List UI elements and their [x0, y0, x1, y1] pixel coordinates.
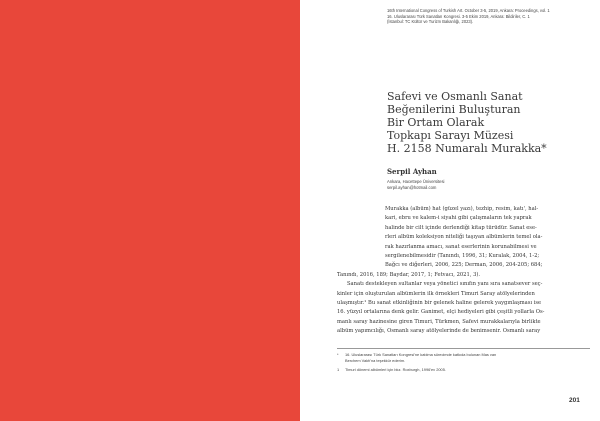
footnote-divider — [337, 348, 590, 349]
footnote-item — [337, 367, 590, 373]
header-line-1: 16th International Congress of Turkish Art. October 3-5, 2019, Ankara: Proceedings, vol. 1 — [387, 8, 550, 13]
paragraph-2 — [337, 280, 590, 336]
body-line: sergilenebilmesidir (Tanındı, 1996, 31; Kuralak, 2004, 1-2; — [385, 252, 540, 259]
body-line: Tanındı, 2016, 189; Baydar, 2017, 1; Fetvacı, 2021, 3). — [337, 271, 481, 278]
title-line-5: H. 2158 Numaralı Murakka* — [387, 142, 547, 155]
page-number: 201 — [569, 397, 580, 404]
body-line: kari, ebru ve kalem-i siyahi gibi çalışmaların tek yaprak — [385, 215, 532, 222]
author-affiliation-block — [387, 179, 445, 191]
title-line-3: Bir Ortam Olarak — [387, 116, 485, 129]
body-line: kinler için oluşturulan albümlerin ilk örnekleri Timuri Saray atölyelerinden — [337, 290, 535, 297]
body-line: rak hazırlanma amacı, sanat eserlerinin korunabilmesi ve — [385, 243, 537, 250]
body-line: 16. yüzyıl ortalarına denk gelir. Ganimet, elçi hediyeleri gibi çeşitli yollarla Os- — [337, 309, 545, 316]
footnote-marker: 1 — [337, 366, 340, 372]
footnote-line: 16. Uluslararası Türk Sanatları Kongresi'ne katılma sürecimde katkıda bulunan Mas van — [345, 352, 497, 357]
title-line-4: Topkapı Sarayı Müzesi — [387, 129, 514, 142]
article-body — [337, 205, 590, 336]
footnote-text — [345, 367, 446, 373]
body-line: ulaşmıştır.¹ Bu sanat etkinliğinin bir gelenek haline gelerek yaygınlaşması ise — [337, 299, 542, 306]
body-line: albüm yapımcılığı, Osmanlı saray atölyelerinde de benimsenir. Osmanlı saray — [337, 328, 541, 335]
body-line: manlı saray hazinesine giren Timuri, Türkmen, Safevi murakkalarıyla birlikte — [337, 318, 541, 325]
footnote-line: Timuri dönemi albümleri için bkz. Roxburgh, 1996'ev 2005. — [345, 366, 446, 372]
header-line-3: (İstanbul: TC Kültür ve Turizm Bakanlığı, 2023). — [387, 19, 474, 25]
footnote-marker: * — [337, 352, 339, 357]
title-line-2: Beğenilerini Buluşturan — [387, 103, 521, 116]
footnotes — [337, 352, 590, 372]
header-line-2: 16. Uluslararası Türk Sanatları Kongresi. 3-5 Ekim 2019, Ankara: Bildiriler, C. 1 — [387, 13, 530, 19]
title-line-1: Safevi ve Osmanlı Sanat — [387, 90, 523, 103]
author-affiliation: Ankara, Hacettepe Üniversitesi — [387, 179, 445, 184]
footnote-line: Berchem Vakfı'na teşekkür ederim. — [345, 357, 406, 363]
body-line: rleri albüm koleksiyon niteliği taşıyan albümlerin temel ola- — [385, 234, 543, 241]
right-page — [300, 0, 600, 421]
publication-header — [387, 8, 597, 25]
author-email: serpil.ayhan@hotmail.com — [387, 185, 437, 190]
author-name: Serpil Ayhan — [387, 167, 437, 176]
body-line: halinde bir cilt içinde derlendiği kitap türüdür. Sanat ese- — [385, 224, 537, 231]
body-line: Bağcı ve diğerleri, 2006, 225; Derman, 2006, 204-205; 684; — [385, 262, 543, 269]
footnote-text — [345, 352, 496, 364]
paragraph-1-indented — [337, 205, 590, 271]
body-line: Murakka (albüm) hat (güzel yazı), tezhip, resim, katı', hal- — [385, 206, 539, 212]
article-title — [387, 90, 592, 155]
footnote-item — [337, 352, 590, 364]
body-line: Sanatı destekleyen sultanlar veya yönetici sınıfın yanı sıra sanatsever seç- — [347, 281, 543, 288]
